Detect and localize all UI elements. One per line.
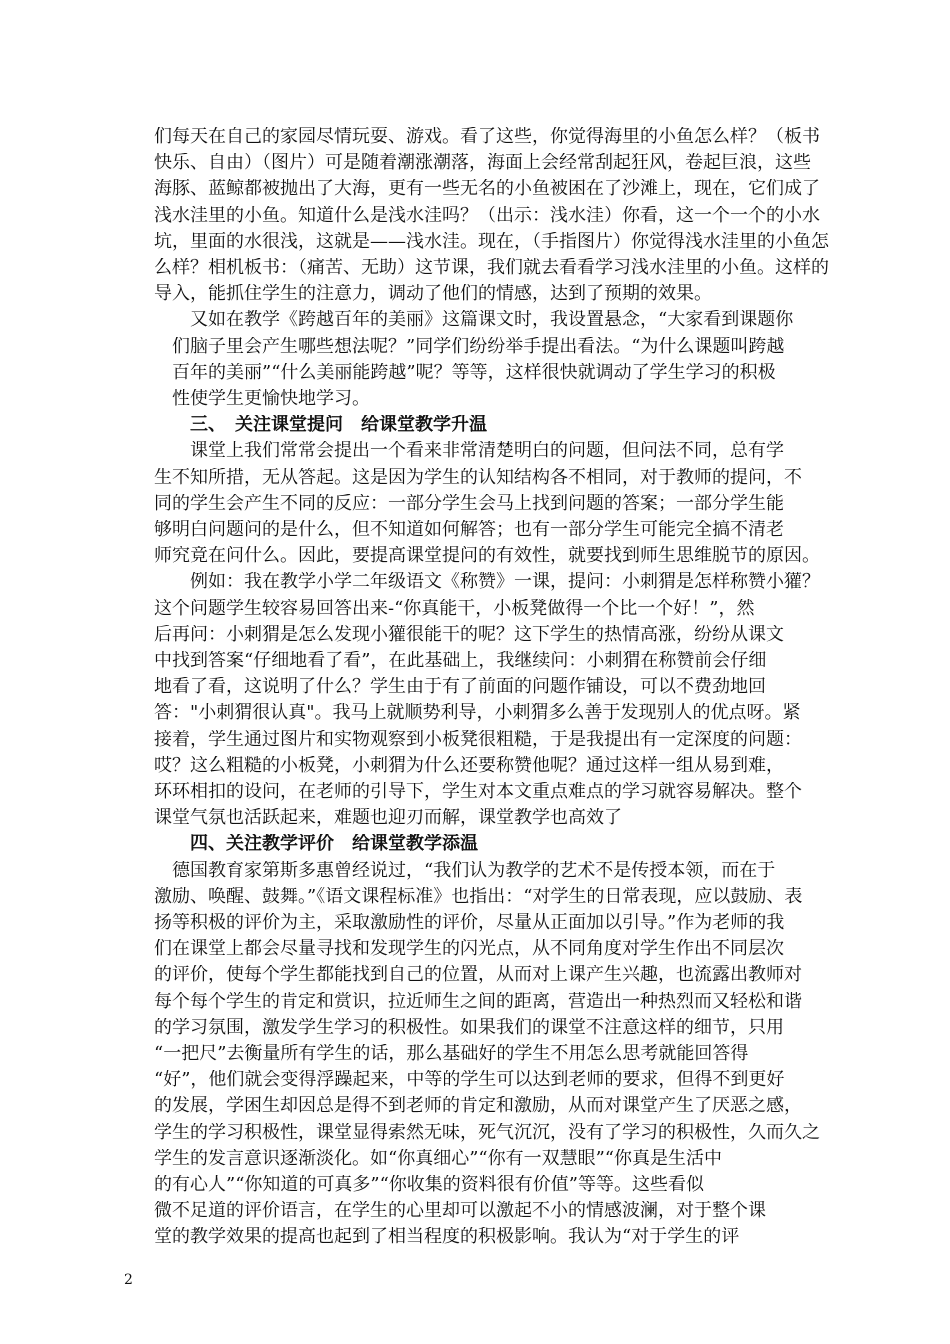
text-line: 的学习氛围，激发学生学习的积极性。如果我们的课堂不注意这样的细节，只用	[154, 1017, 784, 1038]
text-line: “一把尺”去衡量所有学生的话，那么基础好的学生不用怎么思考就能回答得	[154, 1044, 749, 1064]
text-line: 这个问题学生较容易回答出来-“你真能干，小板凳做得一个比一个好！”，然	[154, 598, 755, 619]
text-line: 德国教育家第斯多惠曾经说过，“我们认为教学的艺术不是传授本领，而在于	[154, 860, 776, 881]
section-heading: 四、关注教学评价 给课堂教学添温	[154, 834, 478, 855]
text-line: 接着，学生通过图片和实物观察到小板凳很粗糙，于是我提出有一定深度的问题：	[154, 729, 802, 750]
section-heading: 三、 关注课堂提问 给课堂教学升温	[154, 415, 487, 436]
text-line: 扬等积极的评价为主，采取激励性的评价，尽量从正面加以引导。”作为老师的我	[154, 913, 785, 933]
text-line: “好”，他们就会变得浮躁起来，中等的学生可以达到老师的要求，但得不到更好	[154, 1070, 785, 1091]
text-line: 课堂气氛也活跃起来，难题也迎刃而解，课堂教学也高效了	[154, 808, 622, 829]
text-line: 们每天在自己的家园尽情玩耍、游戏。看了这些，你觉得海里的小鱼怎么样？（板书	[154, 127, 820, 147]
text-line: 激励、唤醒、鼓舞。”《语文课程标准》也指出：“对学生的日常表现，应以鼓励、表	[154, 886, 803, 907]
text-line: 师究竟在问什么。因此，要提高课堂提问的有效性，就要找到师生思维脱节的原因。	[154, 546, 820, 567]
text-line: 够明白问题问的是什么，但不知道如何解答；也有一部分学生可能完全搞不清老	[154, 520, 784, 540]
text-line: 微不足道的评价语言，在学生的心里却可以激起不小的情感波澜，对于整个课	[154, 1201, 766, 1222]
text-line: 生不知所措，无从答起。这是因为学生的认知结构各不相同，对于教师的提问，不	[154, 467, 802, 488]
text-line: 坑，里面的水很浅，这就是——浅水洼。现在，（手指图片）你觉得浅水洼里的小鱼怎	[154, 231, 829, 252]
text-line: 们脑子里会产生哪些想法呢？”同学们纷纷举手提出看法。“为什么课题叫跨越	[154, 336, 785, 357]
text-line: 百年的美丽”“什么美丽能跨越”呢？等等，这样很快就调动了学生学习的积极	[154, 362, 776, 383]
text-line: 同的学生会产生不同的反应：一部分学生会马上找到问题的答案；一部分学生能	[154, 493, 784, 514]
text-line: 们在课堂上都会尽量寻找和发现学生的闪光点，从不同角度对学生作出不同层次	[154, 939, 784, 960]
text-line: 环环相扣的设问，在老师的引导下，学生对本文重点难点的学习就容易解决。整个	[154, 782, 802, 802]
text-line: 中找到答案“仔细地看了看”，在此基础上，我继续问：小刺猬在称赞前会仔细	[154, 651, 767, 671]
text-line: 浅水洼里的小鱼。知道什么是浅水洼吗？（出示：浅水洼）你看，这一个一个的小水	[154, 205, 820, 226]
text-line: 例如：我在教学小学二年级语文《称赞》一课，提问：小刺猬是怎样称赞小獾？	[154, 572, 820, 593]
text-line: 海豚、蓝鲸都被抛出了大海，更有一些无名的小鱼被困在了沙滩上，现在，它们成了	[154, 179, 820, 200]
text-line: 又如在教学《跨越百年的美丽》这篇课文时，我设置悬念，“大家看到课题你	[154, 310, 794, 331]
text-line: 课堂上我们常常会提出一个看来非常清楚明白的问题，但问法不同，总有学	[154, 441, 784, 462]
text-line: 学生的发言意识逐渐淡化。如“你真细心”“你有一双慧眼”“你真是生活中	[154, 1148, 723, 1169]
text-line: 的有心人”“你知道的可真多”“你收集的资料很有价值”等等。这些看似	[154, 1175, 705, 1195]
page-number: 2	[124, 1272, 133, 1288]
text-line: 答："小刺猬很认真"。我马上就顺势利导，小刺猬多么善于发现别人的优点呀。紧	[154, 703, 801, 724]
text-line: 导入，能抓住学生的注意力，调动了他们的情感，达到了预期的效果。	[154, 284, 712, 305]
text-line: 的发展，学困生却因总是得不到老师的肯定和激励，从而对课堂产生了厌恶之感，	[154, 1096, 802, 1117]
text-line: 地看了看，这说明了什么？学生由于有了前面的问题作铺设，可以不费劲地回	[154, 677, 766, 698]
text-line: 么样？相机板书：（痛苦、无助）这节课，我们就去看看学习浅水洼里的小鱼。这样的	[154, 258, 829, 278]
text-line: 堂的教学效果的提高也起到了相当程度的积极影响。我认为“对于学生的评	[154, 1227, 740, 1248]
text-line: 哎？这么粗糙的小板凳，小刺猬为什么还要称赞他呢？通过这样一组从易到难，	[154, 755, 784, 776]
text-line: 学生的学习积极性，课堂显得索然无味，死气沉沉，没有了学习的积极性，久而久之	[154, 1122, 820, 1143]
text-line: 的评价，使每个学生都能找到自己的位置，从而对上课产生兴趣，也流露出教师对	[154, 965, 802, 986]
text-line: 快乐、自由）（图片）可是随着潮涨潮落，海面上会经常刮起狂风，卷起巨浪，这些	[154, 153, 811, 174]
text-line: 每个每个学生的肯定和赏识，拉近师生之间的距离，营造出一种热烈而又轻松和谐	[154, 991, 802, 1012]
text-line: 性使学生更愉快地学习。	[154, 389, 370, 409]
text-line: 后再问：小刺猬是怎么发现小獾很能干的呢？这下学生的热情高涨，纷纷从课文	[154, 624, 784, 645]
